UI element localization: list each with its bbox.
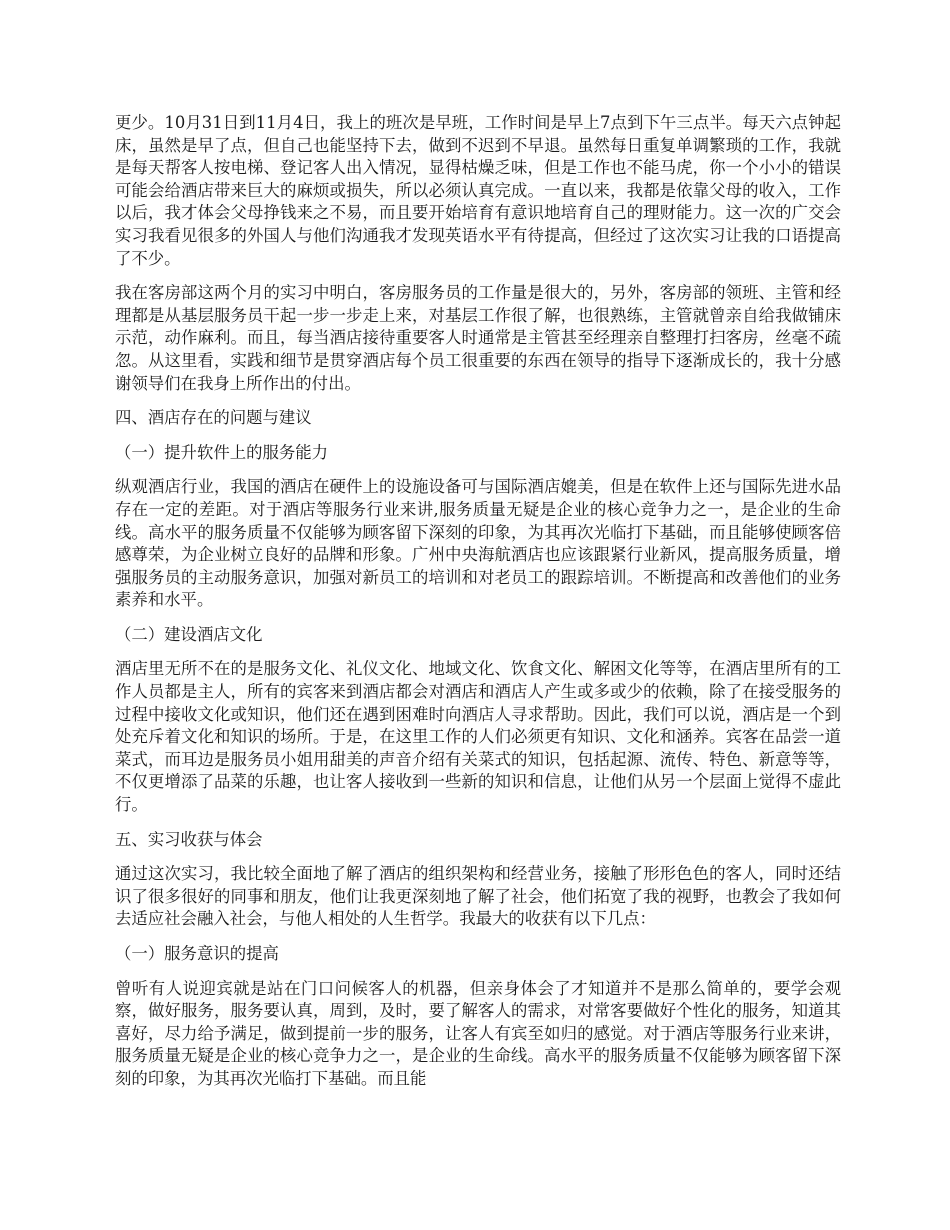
body-paragraph: 通过这次实习，我比较全面地了解了酒店的组织架构和经营业务，接触了形形色色的客人，同时还结识了很多很好的同事和朋友，他们让我更深刻地了解了社会，他们拓宽了我的视野，也教会了我如何去适应社会融入社会，与他人相处的人生哲学。我最大的收获有以下几点：	[115, 864, 841, 929]
subsection-heading: （一）提升软件上的服务能力	[115, 442, 329, 462]
document-page	[115, 112, 841, 1103]
subsection-heading: （二）建设酒店文化	[115, 624, 263, 644]
body-paragraph: 我在客房部这两个月的实习中明白，客房服务员的工作量是很大的，另外，客房部的领班、主管和经理都是从基层服务员干起一步一步走上来，对基层工作很了解，也很熟练，主管就曾亲自给我做铺床示范，动作麻利。而且，每当酒店接待重要客人时通常是主管甚至经理亲自整理打扫客房，丝毫不疏忽。从这里看，实践和细节是贯穿酒店每个员工很重要的东西在领导的指导下逐渐成长的，我十分感谢领导们在我身上所作出的付出。	[115, 283, 841, 393]
body-paragraph: 纵观酒店行业，我国的酒店在硬件上的设施设备可与国际酒店媲美，但是在软件上还与国际先进水品存在一定的差距。对于酒店等服务行业来讲,服务质量无疑是企业的核心竞争力之一，是企业的生命线。高水平的服务质量不仅能够为顾客留下深刻的印象，为其再次光临打下基础，而且能够使顾客倍感尊荣，为企业树立良好的品牌和形象。广州中央海航酒店也应该跟紧行业新风，提高服务质量，增强服务员的主动服务意识，加强对新员工的培训和对老员工的跟踪培训。不断提高和改善他们的业务素养和水平。	[115, 477, 841, 610]
body-paragraph: 曾听有人说迎宾就是站在门口问候客人的机器，但亲身体会了才知道并不是那么简单的，要学会观察，做好服务，服务要认真，周到，及时，要了解客人的需求，对常客要做好个性化的服务，知道其喜好，尽力给予满足，做到提前一步的服务，让客人有宾至如归的感觉。对于酒店等服务行业来讲，服务质量无疑是企业的核心竞争力之一，是企业的生命线。高水平的服务质量不仅能够为顾客留下深刻的印象，为其再次光临打下基础。而且能	[115, 978, 841, 1088]
body-paragraph: 酒店里无所不在的是服务文化、礼仪文化、地域文化、饮食文化、解困文化等等，在酒店里所有的工作人员都是主人，所有的宾客来到酒店都会对酒店和酒店人产生或多或少的依赖，除了在接受服务的过程中接收文化或知识，他们还在遇到困难时向酒店人寻求帮助。因此，我们可以说，酒店是一个到处充斥着文化和知识的场所。于是，在这里工作的人们必须更有知识、文化和涵养。宾客在品尝一道菜式，而耳边是服务员小姐用甜美的声音介绍有关菜式的知识，包括起源、流传、特色、新意等等，不仅更增添了品菜的乐趣，也让客人接收到一些新的知识和信息，让他们从另一个层面上觉得不虚此行。	[115, 659, 841, 815]
section-heading: 四、酒店存在的问题与建议	[115, 408, 312, 428]
subsection-heading: （一）服务意识的提高	[115, 944, 279, 963]
section-heading: 五、实习收获与体会	[115, 829, 263, 849]
body-paragraph: 更少。10月31日到11月4日，我上的班次是早班，工作时间是早上7点到下午三点半。每天六点钟起床，虽然是早了点，但自己也能坚持下去，做到不迟到不早退。虽然每日重复单调繁琐的工作，我就是每天帮客人按电梯、登记客人出入情况，显得枯燥乏味，但是工作也不能马虎，你一个小小的错误可能会给酒店带来巨大的麻烦或损失，所以必须认真完成。一直以来，我都是依靠父母的收入，工作以后，我才体会父母挣钱来之不易，而且要开始培育有意识地培育自己的理财能力。这一次的广交会实习我看见很多的外国人与他们沟通我才发现英语水平有待提高，但经过了这次实习让我的口语提高了不少。	[115, 113, 841, 268]
